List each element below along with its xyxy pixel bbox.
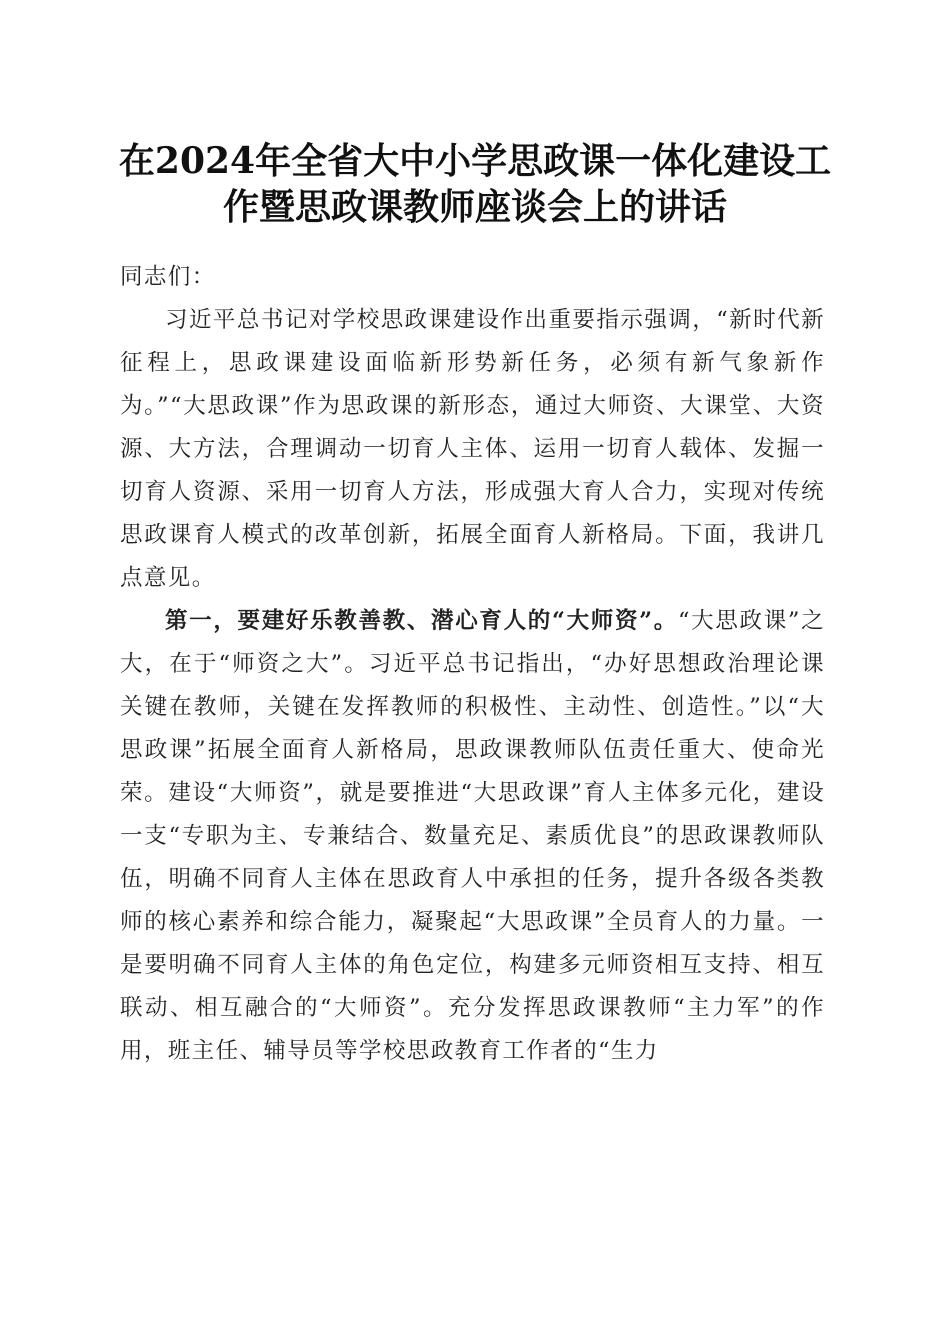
document-body [120,256,825,1073]
paragraph-first-point-body: “大思政课”之大，在于“师资之大”。习近平总书记指出，“办好思想政治理论课关键在教师，关键在发挥教师的积极性、主动性、创造性。”以“大思政课”拓展全面育人新格局，思政课教师队伍责任重大、使命光荣。建设“大师资”，就是要推进“大思政课”育人主体多元化，建设一支“专职为主、专兼结合、数量充足、素质优良”的思政课教师队伍，明确不同育人主体在思政育人中承担的任务，提升各级各类教师的核心素养和综合能力，凝聚起“大思政课”全员育人的力量。一是要明确不同育人主体的角色定位，构建多元师资相互支持、相互联动、相互融合的“大师资”。充分发挥思政课教师“主力军”的作用，班主任、辅导员等学校思政教育工作者的“生力 [120,608,826,1064]
title-line-2: 作暨思政课教师座谈会上的讲话 [222,186,727,228]
paragraph-first-point [120,600,825,1073]
paragraph-lead-heading: 第一，要建好乐教善教、潜心育人的“大师资”。 [165,608,678,634]
title-line-1: 在2024年全省大中小学思政课一体化建设工 [118,140,832,182]
salutation: 同志们： [120,264,216,290]
document-title [100,138,850,230]
paragraph-intro: 习近平总书记对学校思政课建设作出重要指示强调，“新时代新征程上，思政课建设面临新形势新任务，必须有新气象新作为。”“大思政课”作为思政课的新形态，通过大师资、大课堂、大资源、大方法，合理调动一切育人主体、运用一切育人载体、发掘一切育人资源、采用一切育人方法，形成强大育人合力，实现对传统思政课育人模式的改革创新，拓展全面育人新格局。下面，我讲几点意见。 [120,307,825,591]
